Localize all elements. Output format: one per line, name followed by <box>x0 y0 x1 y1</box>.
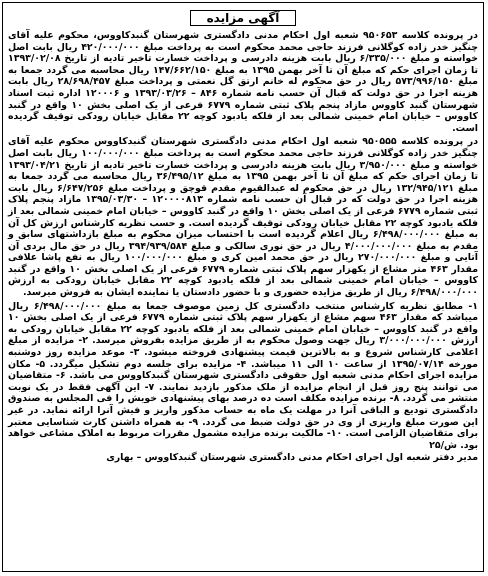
legal-notice <box>2 2 484 572</box>
notice-title: آگهی مزایده <box>190 10 297 26</box>
notice-signature: مدیر دفتر شعبه اول اجرای احکام مدنی دادگستری شهرستان گنبدکاووس – بهاری <box>106 452 478 464</box>
notice-paragraph-3: ۱- مطابق نظریه کارشناس منتخب دادگستری کل زمین موصوف جمعا به مبلغ ۶/۴۹۸/۰۰۰/۰۰۰ ریال میباشد که مقدار ۴۶۳ سهم مشاع از یکهزار سهم پلاک ثبتی شماره ۶۷۷۹ فرعی از یک اصلی بخش ۱۰ واقع در گنبد کاووس – خیابان امام خمینی شمالی بعد از فلکه یادبود کوچه ۲۲ مقابل خیابان رودکی به ارزش ۳/۰۰۰/۰۰۰/۰۰۰ ریال جهت وصول محکوم به از طریق مزایده بفروش میرسد. ۲- مزایده از مبلغ اعلامی کارشناس شروع و به بالاترین قیمت پیشنهادی فروخته میشود. ۳- موعد مزایده روز دوشنبه مورخه ۱۳۹۵/۰۷/۱۴ از ساعت ۱۰ الی ۱۱ میباشد. ۴- مزایده برای جلسه دوم تشکیل میگردد. ۵- مکان مزایده اجرای احکام مدنی شعبه اول حقوقی دادگستری شهرستان گنبدکاووس می باشد. ۶- متقاضیان می توانند پنج روز قبل از انجام مزایده از ملک مذکور بازدید نمایند. ۷- این آگهی فقط در یک نوبت منتشر می گردد. ۸- برنده مزایده مکلف است ده درصد بهای پیشنهادی خویش را فی المجلس به صندوق دادگستری تودیع و الباقی آنرا در مهلت یک ماه به حساب مذکور واریز و فیش آنرا ارائه نماید. در غیر این صورت مبلغ واریزی از وی در حق دولت ضبط می گردد. ۹- به همراه داشتن کارت شناسایی معتبر برای متقاضیان الزامی است. ۱۰- مالکیت برنده مزایده مشمول مقررات مربوط به املاک مشاعی خواهد بود. ش/۲۵ <box>8 300 479 451</box>
notice-paragraph-2: در پرونده کلاسه ۹۵۰۵۵۵ شعبه اول احکام مدنی دادگستری شهرستان گنبدکاووس محکوم علیه آقای چنگیز خدر زاده کوگلانی فرزند حاجی محمد محکوم است به پرداخت مبلغ ۱۰۰/۰۰۰/۰۰۰ ریال بابت اصل خواسته و مبلغ ۳/۹۵۰/۰۰۰ ریال بابت هزینه دادرسی و پرداخت خسارت تاخیر تادیه از تاریخ ۱۳۹۳/۰۴/۲۱ تا زمان اجرای حکم که مبلغ آن تا آخر بهمن ۱۳۹۵ به مبلغ ۳۶/۴۹۵/۱۲ ریال محاسبه می گردد جمعا به مبلغ ۱۳۲/۹۴۵/۱۲۱ ریال در حق محکوم له عبدالقیوم مقدم قوچق و پرداخت مبلغ ۶/۶۴۷/۲۵۶ ریال بابت هزینه اجرا در حق دولت که در قبال آن حسب نامه شماره ۱۲۰۰۰۰۸۱۳ – ۱۳۹۵/۰۳/۳۰ مازاد پنجم پلاک ثبتی شماره ۶۷۷۹ فرعی از یک اصلی بخش ۱۰ واقع در گنبد کاووس – خیابان امام خمینی شمالی بعد از فلکه یادبود کوچه ۲۲ مقابل خیابان رودکی توقیف گردیده است. و حسب نظریه کارشناس ارزش کل آن به مبلغ ۶/۴۹۸/۰۰۰/۰۰۰ ریال اعلام گردیده است با احتساب میزان محکوم به مبلغ بازداشتهای سابق و مقدم به مبلغ ۴/۰۰۰/۰۰۰/۰۰۰ ریال در حق نوری سالکی و مبلغ ۳۹۴/۹۳۹/۵۸۴ ریال در حق مال بردی آن آتایی و مبلغ ۲۷۰/۰۰۰/۰۰۰ ریال در حق محمد امین کری و مبلغ ۱۰۰/۰۰۰/۰۰۰ ریال به نفع پاشا علافی مقدار ۴۶۳ متر مشاع از یکهزار سهم پلاک ثبتی شماره ۶۷۷۹ فرعی از یک اصلی بخش ۱۰ واقع در گنبد کاووس – خیابان امام خمینی شمالی بعد از فلکه یادبود کوچه ۲۲ مقابل خیابان رودکی به ارزش ۶/۴۹۸/۰۰۰/۰۰۰ ریال از طریق مزایده حضوری و با حضور دادستان یا نماینده ایشان به فروش میرسد. <box>8 136 479 299</box>
title-wrap <box>8 7 478 26</box>
notice-paragraph-1: در پرونده کلاسه ۹۵۰۶۵۳ شعبه اول احکام مدنی دادگستری شهرستان گنبدکاووس، محکوم علیه آقای چنگیز خدر زاده کوگلانی فرزند حاجی محمد محکوم است به پرداخت مبلغ ۴۲۰/۰۰۰/۰۰۰ ریال بابت اصل خواسته و مبلغ ۶/۳۳۵/۰۰۰ ریال بابت هزینه دادرسی و پرداخت خسارت تاخیر تادیه از تاریخ ۱۳۹۳/۰۲/۰۸ تا زمان اجرای حکم که مبلغ آن تا آخر بهمن ۱۳۹۵ به مبلغ ۱۴۷/۶۶۲/۱۵۰ ریال محاسبه می گردد جمعا به مبلغ ۵۷۳/۹۹۶/۱۵۰ ریال در حق محکوم له خانم ارتق گل نعمتی و پرداخت مبلغ ۲۸/۶۹۸/۴۵۷ ریال بابت هزینه اجرا در حق دولت که قبال آن حسب نامه شماره ۸۴۶ – ۱۳۹۳/۰۳/۲۶ و ۱۲۰۰۰۶ اداره ثبت اسناد شهرستان گنبد کاووس مازاد پنجم پلاک ثبتی شماره ۶۷۷۹ فرعی از یک اصلی بخش ۱۰ واقع در گنبد کاووس – خیابان امام خمینی شمالی بعد از فلکه یادبود کوچه ۲۲ مقابل خیابان رودکی توقیف گردیده است. <box>8 30 479 134</box>
